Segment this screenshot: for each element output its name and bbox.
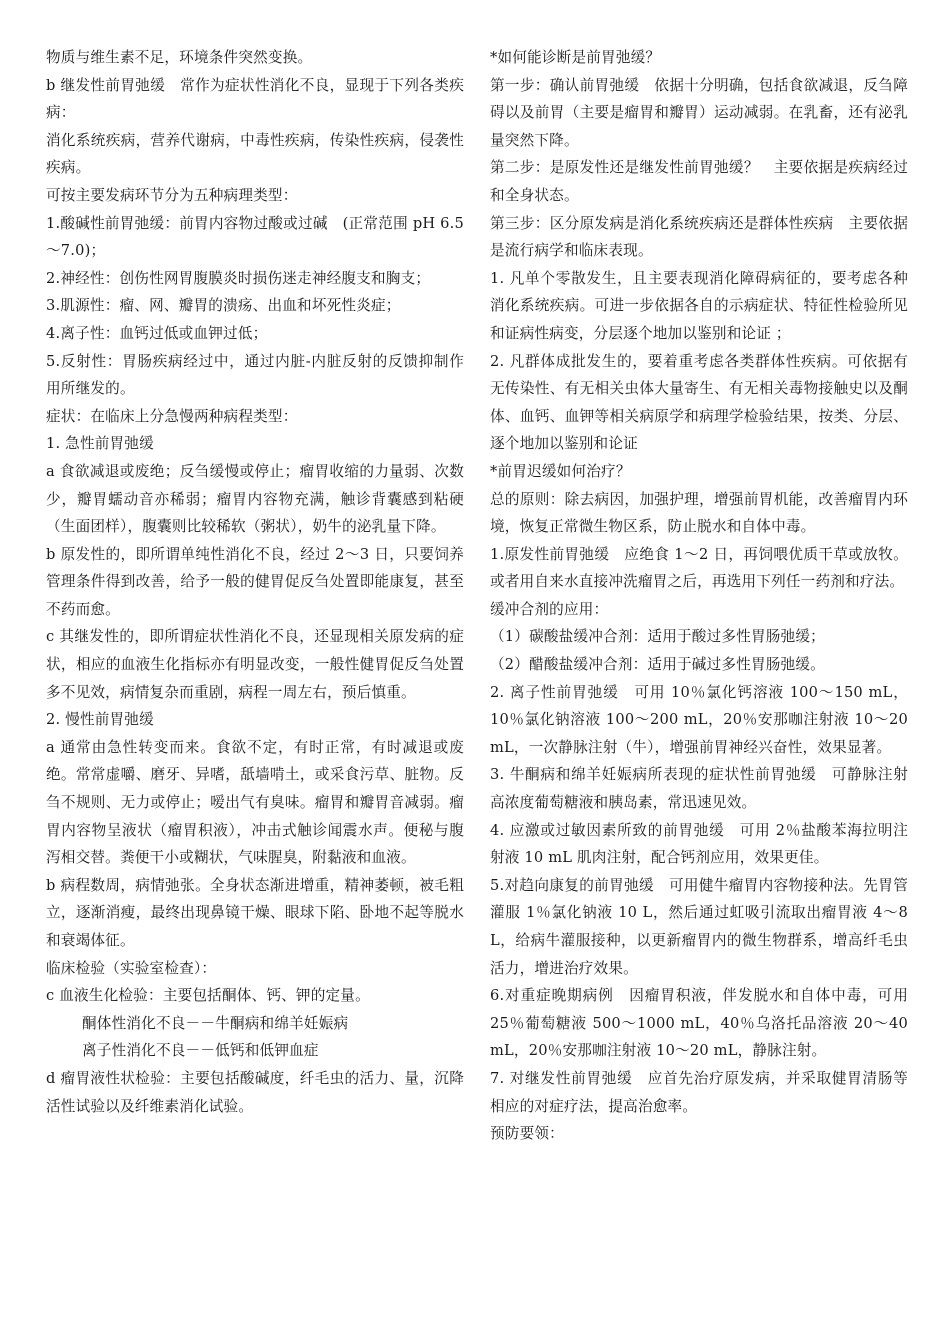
paragraph: c 其继发性的，即所谓症状性消化不良，还显现相关原发病的症状，相应的血液生化指标亦有明显改变，一般性健胃促反刍处置多不见效，病情复杂而重剧，病程一周左右，预后慎重。	[46, 628, 464, 701]
paragraph: 可按主要发病环节分为五种病理类型：	[46, 186, 298, 204]
list-item: （2）醋酸盐缓冲合剂：适用于碱过多性胃肠弛缓。	[490, 656, 825, 674]
section-heading: *如何能诊断是前胃弛缓？	[490, 49, 661, 66]
paragraph: 1.原发性前胃弛缓 应绝食 1～2 日，再饲喂优质干草或放牧。或者用自来水直接冲洗瘤胃之后，再选用下列任一药剂和疗法。	[490, 545, 908, 591]
paragraph: 2.神经性：创伤性网胃腹膜炎时损伤迷走神经腹支和胸支；	[46, 269, 431, 287]
indented-line: 离子性消化不良－－低钙和低钾血症	[82, 1042, 319, 1060]
section-heading: *前胃迟缓如何治疗？	[490, 462, 631, 480]
paragraph: 4. 应激或过敏因素所致的前胃弛缓 可用 2％盐酸苯海拉明注射液 10 mL 肌肉注射，配合钙剂应用，效果更佳。	[490, 821, 908, 867]
paragraph: a 通常由急性转变而来。食欲不定，有时正常，有时减退或废绝。常常虚嚼、磨牙、异嗜，舐墙啃土，或采食污草、脏物。反刍不规则、无力或停止；嗳出气有臭味。瘤胃和瓣胃音减弱。瘤胃内容物呈液状（瘤胃积液），冲击式触诊闻震水声。便秘与腹泻相交替。粪便干小或糊状，气味腥臭，附黏液和血液。	[46, 738, 464, 867]
paragraph: b 原发性的，即所谓单纯性消化不良，经过 2～3 日，只要饲养管理条件得到改善，给予一般的健胃促反刍处置即能康复，甚至不药而愈。	[46, 545, 464, 618]
paragraph: 5.反射性：胃肠疾病经过中，通过内脏-内脏反射的反馈抑制作用所继发的。	[46, 352, 464, 398]
paragraph: b 病程数周，病情弛张。全身状态渐进增重，精神萎顿，被毛粗立，逐渐消瘦，最终出现鼻镜干燥、眼球下陷、卧地不起等脱水和衰竭体征。	[46, 876, 464, 949]
list-item: （1）碳酸盐缓冲合剂：适用于酸过多性胃肠弛缓；	[490, 628, 825, 646]
indented-line: 酮体性消化不良－－牛酮病和绵羊妊娠病	[82, 1014, 349, 1032]
paragraph: b 继发性前胃弛缓 常作为症状性消化不良，显现于下列各类疾病：	[46, 76, 464, 122]
paragraph: 第一步：确认前胃弛缓 依据十分明确，包括食欲减退，反刍障碍以及前胃（主要是瘤胃和瓣胃）运动减弱。在乳畜，还有泌乳量突然下降。	[490, 76, 908, 149]
paragraph: 总的原则：除去病因，加强护理，增强前胃机能，改善瘤胃内环境，恢复正常微生物区系，防止脱水和自体中毒。	[490, 490, 908, 536]
section-heading: 症状：在临床上分急慢两种病程类型：	[46, 407, 298, 425]
section-heading: 临床检验（实验室检查）：	[46, 959, 217, 977]
paragraph: 5.对趋向康复的前胃弛缓 可用健牛瘤胃内容物接种法。先胃管灌服 1％氯化钠液 10 L，然后通过虹吸引流取出瘤胃液 4～8 L，给病牛灌服接种，以更新瘤胃内的微生物群系，增高纤毛虫活力，增进治疗效果。	[490, 876, 908, 977]
paragraph: 3.肌源性：瘤、网、瓣胃的溃疡、出血和坏死性炎症；	[46, 297, 401, 315]
paragraph: 消化系统疾病，营养代谢病，中毒性疾病，传染性疾病，侵袭性疾病。	[46, 131, 464, 177]
paragraph: c 血液生化检验：主要包括酮体、钙、钾的定量。	[46, 987, 370, 1005]
paragraph: d 瘤胃液性状检验：主要包括酸碱度，纤毛虫的活力、量，沉降活性试验以及纤维素消化试验。	[46, 1069, 464, 1115]
right-column	[490, 44, 908, 1148]
paragraph: a 食欲减退或废绝；反刍缓慢或停止；瘤胃收缩的力量弱、次数少，瓣胃蠕动音亦稀弱；瘤胃内容物充满，触诊背囊感到粘硬（生面团样），腹囊则比较稀软（粥状），奶牛的泌乳量下降。	[46, 462, 464, 536]
paragraph: 7. 对继发性前胃弛缓 应首先治疗原发病，并采取健胃清肠等相应的对症疗法，提高治愈率。	[490, 1069, 908, 1115]
section-heading: 预防要领：	[490, 1125, 564, 1143]
paragraph: 3. 牛酮病和绵羊妊娠病所表现的症状性前胃弛缓 可静脉注射高浓度葡萄糖液和胰岛素，常迅速见效。	[490, 766, 908, 812]
paragraph: 1.酸碱性前胃弛缓：前胃内容物过酸或过碱 (正常范围 pH 6.5～7.0)；	[46, 214, 464, 260]
paragraph: 第三步：区分原发病是消化系统疾病还是群体性疾病 主要依据是流行病学和临床表现。	[490, 214, 908, 260]
paragraph: 2. 离子性前胃弛缓 可用 10％氯化钙溶液 100～150 mL，10％氯化钠溶液 100～200 mL，20％安那咖注射液 10～20 mL，一次静脉注射（牛），增强前胃神经兴奋性，效果显著。	[490, 683, 908, 756]
paragraph: 4.离子性：血钙过低或血钾过低；	[46, 324, 268, 342]
subsection-heading: 1. 急性前胃弛缓	[46, 435, 154, 453]
paragraph: 缓冲合剂的应用：	[490, 600, 609, 618]
paragraph: 1. 凡单个零散发生，且主要表现消化障碍病征的，要考虑各种消化系统疾病。可进一步依据各自的示病症状、特征性检验所见和证病性病变，分层逐个地加以鉴别和论证 ；	[490, 269, 908, 342]
subsection-heading: 2. 慢性前胃弛缓	[46, 711, 154, 729]
paragraph: 2. 凡群体成批发生的，要着重考虑各类群体性疾病。可依据有无传染性、有无相关虫体大量寄生、有无相关毒物接触史以及酮体、血钙、血钾等相关病原学和病理学检验结果，按类、分层、逐个地加以鉴别和论证	[490, 352, 908, 453]
left-column	[46, 44, 464, 1120]
paragraph: 物质与维生素不足，环境条件突然变换。	[46, 49, 313, 66]
paragraph: 6.对重症晚期病例 因瘤胃积液，伴发脱水和自体中毒，可用 25％葡萄糖液 500～1000 mL，40％乌洛托品溶液 20～40 mL，20％安那咖注射液 10～20 mL，静脉注射。	[490, 987, 908, 1060]
paragraph: 第二步：是原发性还是继发性前胃弛缓？ 主要依据是疾病经过和全身状态。	[490, 159, 908, 204]
